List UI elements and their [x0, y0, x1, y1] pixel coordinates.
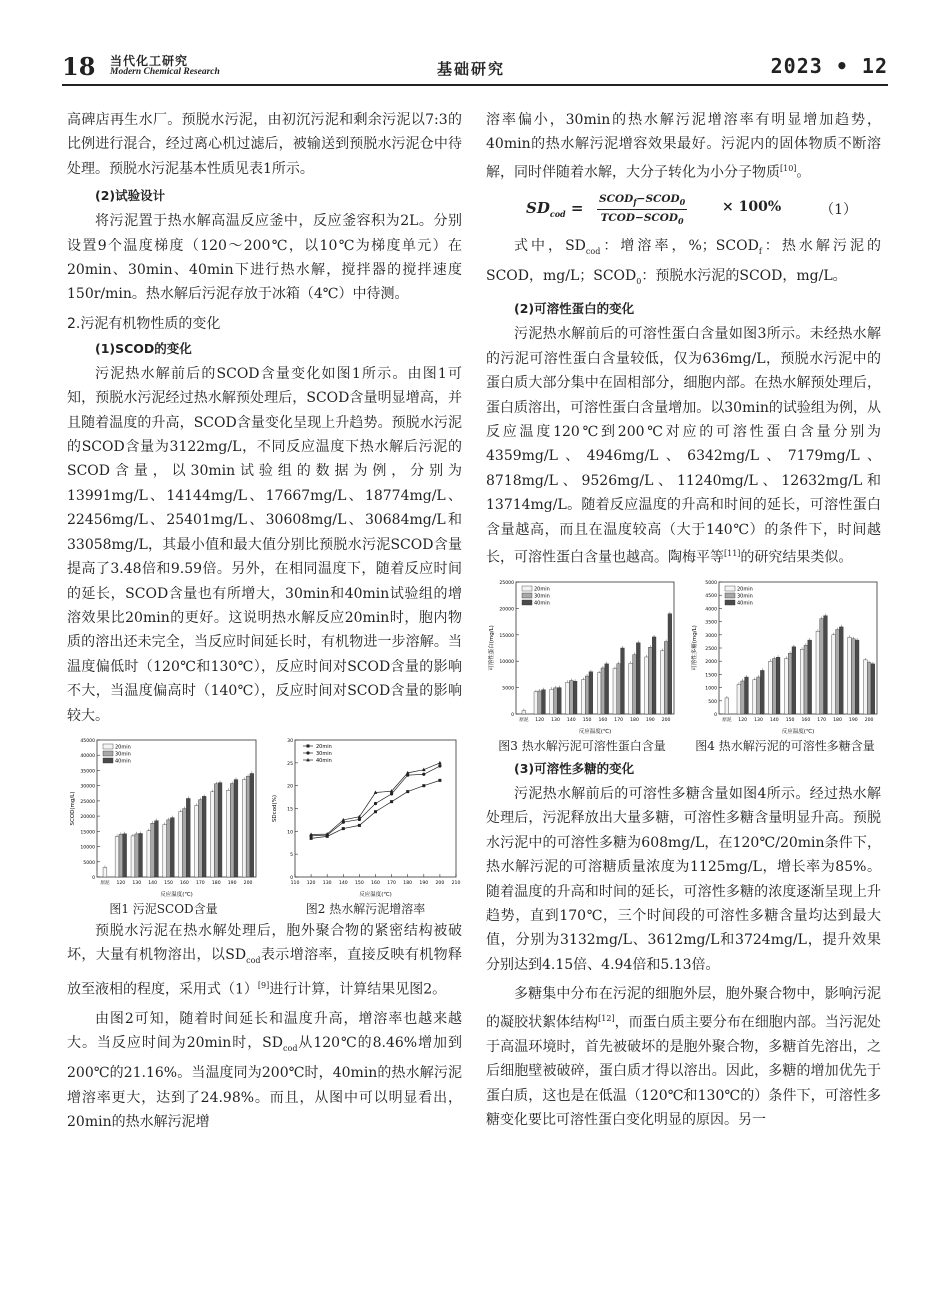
- x-tick-label: 190: [419, 880, 429, 886]
- x-tick-label: 140: [338, 880, 348, 886]
- bar: [613, 669, 617, 714]
- bar: [522, 711, 526, 714]
- bar: [151, 823, 155, 877]
- y-axis-label: 可溶性蛋白(mg/L): [489, 625, 495, 671]
- bar: [725, 698, 729, 714]
- x-tick-label: 130: [551, 718, 560, 723]
- x-tick-label: 180: [833, 718, 842, 723]
- y-tick-label: 1000: [705, 686, 717, 692]
- legend-label: 40min: [534, 600, 550, 607]
- data-point: [422, 773, 425, 776]
- bar: [757, 677, 761, 714]
- data-point: [390, 792, 393, 795]
- text-run: ：热水解污泥的SCOD，mg/L；SCOD: [486, 237, 881, 285]
- bar: [163, 825, 167, 877]
- subscript: cod: [585, 246, 601, 256]
- y-tick-label: 40000: [80, 754, 95, 760]
- bar: [871, 664, 875, 714]
- bar: [621, 648, 625, 714]
- x-tick-label: 170: [195, 880, 205, 886]
- legend-label: 30min: [737, 593, 753, 600]
- legend-marker: [306, 751, 309, 754]
- eq-multiplier: × 100%: [722, 198, 782, 215]
- x-tick-label: 140: [769, 718, 779, 723]
- text-run: 由图2可知，随着时间延长和温度升高，增溶率也越来越大。当反应时间为20min时，SD: [67, 1010, 462, 1052]
- bar: [115, 836, 119, 876]
- bar: [167, 820, 171, 877]
- x-tick-label: 210: [451, 880, 461, 886]
- data-point: [438, 764, 441, 767]
- bar: [788, 653, 792, 714]
- bar: [636, 643, 640, 714]
- equation-lhs: [526, 199, 583, 219]
- paragraph: 污泥热水解前后的可溶性多糖含量如图4所示。经过热水解处理后，污泥释放出大量多糖，可溶性多糖含量明显升高。预脱水污泥中的可溶性多糖为608mg/L，在120℃/20min条件下，热水解污泥的可溶糖质量浓度为1125mg/L，增长率为85%。随着温度的升高和时间的延长，可溶性多糖的浓度逐渐呈现上升趋势，直到170℃，三个时间段的可溶性多糖含量均达到最大值，分别为3132mg/L、3612mg/L和3724mg/L，提升效果分别达到4.15倍、4.94倍和5.13倍。: [486, 786, 881, 973]
- legend-swatch: [522, 593, 532, 598]
- series-line: [311, 766, 440, 836]
- figure-2: [269, 734, 462, 917]
- bar: [836, 630, 840, 714]
- x-tick-label: 160: [598, 718, 608, 723]
- bar: [737, 684, 741, 714]
- x-tick-label: 140: [148, 880, 158, 886]
- legend-label: 40min: [115, 758, 131, 765]
- bar: [234, 780, 238, 877]
- polysaccharide-bar-chart: [689, 576, 881, 736]
- y-tick-label: 20: [287, 784, 293, 790]
- bar: [538, 691, 542, 714]
- bar: [139, 833, 143, 877]
- subscript: cod: [246, 956, 261, 966]
- x-tick-label: 120: [535, 718, 545, 723]
- bar: [534, 692, 538, 714]
- bar: [808, 640, 812, 714]
- data-point: [406, 790, 409, 793]
- figure-caption: 图3 热水解污泥可溶性蛋白含量: [498, 739, 666, 753]
- figure-caption: 图1 污泥SCOD含量: [109, 901, 218, 916]
- text-run: ，而蛋白质主要分布在细胞内部。当污泥处于高温环境时，首先被破坏的是胞外聚合物，多糖首先溶出，之后细胞壁被破碎，蛋白质才得以溶出。因此，多糖的增加优先于蛋白质，这也是在低温（120℃和130℃的）条件下，可溶性多糖变化要比可溶性蛋白变化明显的原因。另一: [486, 1014, 881, 1128]
- x-axis-label: 反应温度(℃): [359, 891, 392, 898]
- x-tick-label: 130: [132, 880, 142, 886]
- figure-3: [486, 576, 678, 754]
- text-run: 溶率偏小，30min的热水解污泥增溶率有明显增加趋势，40min的热水解污泥增容效果最好。污泥内的固体物质不断溶解，同时伴随着水解，大分子转化为小分子物质: [486, 112, 881, 181]
- y-tick-label: 0: [511, 713, 514, 718]
- legend-swatch: [103, 758, 113, 763]
- equation-1: [486, 190, 881, 230]
- text-run: 从120℃的8.46%增加到200℃的21.16%。当温度同为200℃时，40min的热水解污泥增溶率更大，达到了24.98%。而且，从图中可以明显看出，20min的热水解污泥增: [67, 1035, 463, 1131]
- x-tick-label: 180: [211, 880, 221, 886]
- y-tick-label: 10000: [499, 660, 514, 666]
- data-point: [438, 779, 441, 782]
- bar: [605, 664, 609, 714]
- eq-equals: =: [565, 198, 584, 217]
- citation: [11]: [724, 548, 741, 558]
- bar: [668, 614, 672, 714]
- y-axis-label: SDcod(%): [272, 794, 278, 822]
- y-tick-label: 1500: [705, 673, 717, 679]
- bar: [848, 637, 852, 714]
- x-tick-label: 120: [116, 880, 126, 886]
- bar: [824, 616, 828, 714]
- bar: [195, 805, 199, 877]
- bar: [581, 680, 585, 714]
- x-tick-label: 200: [864, 718, 874, 723]
- bar: [800, 649, 804, 714]
- text-run: 的研究结果类似。: [740, 549, 853, 566]
- text-run: 表示增溶率，直接反映有机物释放至液相的程度，采用式（1）: [67, 947, 462, 998]
- y-tick-label: 0: [714, 713, 717, 718]
- paragraph: 溶率偏小，30min的热水解污泥增溶率有明显增加趋势，40min的热水解污泥增容效果最好。污泥内的固体物质不断溶解，同时伴随着水解，大分子转化为小分子物质[10]。: [486, 112, 881, 181]
- section-title: 基础研究: [437, 60, 506, 78]
- eq-symbol: SD: [526, 198, 550, 217]
- y-tick-label: 3500: [705, 620, 717, 626]
- page-header: [62, 52, 888, 86]
- eq-term: SCOD: [599, 192, 634, 205]
- bar: [660, 651, 664, 714]
- bar: [226, 790, 230, 877]
- x-tick-label: 160: [180, 880, 189, 886]
- bar: [135, 834, 139, 877]
- bar: [103, 867, 107, 877]
- legend-swatch: [725, 586, 735, 591]
- bar: [745, 677, 749, 714]
- equation-fraction: [597, 193, 687, 226]
- bar: [214, 784, 218, 877]
- bar: [218, 783, 222, 877]
- figure-caption: 图4 热水解污泥的可溶性多糖含量: [695, 739, 875, 753]
- bar: [633, 655, 637, 714]
- y-tick-label: 30000: [80, 784, 95, 790]
- text-run: 进行计算，计算结果见图2。: [269, 981, 447, 998]
- page-number: 18: [62, 52, 96, 81]
- eq-subscript: 0: [679, 196, 686, 207]
- paragraph: [67, 919, 462, 1002]
- citation: [9]: [257, 980, 270, 990]
- figure-1: [67, 734, 260, 917]
- x-axis-label: 反应温度(℃): [781, 729, 815, 735]
- paragraph: 高碑店再生水厂。预脱水污泥，由初沉污泥和剩余污泥以7:3的比例进行混合，经过离心机过滤后，被输送到预脱水污泥仓中待处理。预脱水污泥基本性质见表1所示。: [67, 112, 462, 177]
- bar: [242, 780, 246, 877]
- citation: [10]: [780, 163, 797, 173]
- legend-label: 30min: [316, 750, 332, 757]
- subscript: 0: [636, 276, 642, 286]
- bar: [131, 836, 135, 877]
- x-tick-label: 原泥: [722, 718, 732, 723]
- paragraph: [67, 1007, 462, 1135]
- x-tick-label: 180: [403, 880, 413, 886]
- data-point: [374, 810, 377, 813]
- y-tick-label: 35000: [80, 769, 95, 775]
- legend-label: 30min: [534, 593, 550, 600]
- series-line: [311, 780, 440, 838]
- bar: [820, 619, 824, 714]
- y-tick-label: 20000: [80, 815, 95, 821]
- legend-label: 40min: [737, 600, 753, 607]
- journal-title-cn: 当代化工研究: [110, 54, 189, 68]
- x-tick-label: 原泥: [519, 718, 529, 723]
- bar: [769, 661, 773, 714]
- bar: [855, 640, 859, 714]
- x-tick-label: 190: [227, 880, 237, 886]
- bar: [566, 682, 570, 714]
- x-tick-label: 120: [738, 718, 748, 723]
- issue-date: 2023 • 12: [770, 54, 888, 78]
- eq-term: −SCOD: [636, 192, 680, 205]
- x-tick-label: 190: [848, 718, 858, 723]
- x-tick-label: 200: [243, 880, 253, 886]
- subheading-protein: (2)可溶性蛋白的变化: [514, 301, 635, 317]
- eq-subscript: 0: [678, 216, 684, 227]
- bar: [557, 688, 561, 714]
- y-tick-label: 0: [92, 875, 95, 881]
- bar: [155, 821, 159, 877]
- x-axis-label: 反应温度(℃): [578, 729, 612, 735]
- legend-label: 20min: [534, 586, 550, 593]
- bar: [573, 681, 577, 714]
- bar: [629, 663, 633, 714]
- bar: [741, 681, 745, 714]
- bar: [648, 647, 652, 714]
- eq-subscript: f: [633, 196, 637, 207]
- paragraph: [486, 322, 881, 570]
- y-tick-label: 2500: [705, 647, 717, 652]
- figure-4: [689, 576, 881, 754]
- eq-subscript: cod: [549, 208, 566, 219]
- y-tick-label: 5: [290, 853, 293, 859]
- legend-swatch: [725, 600, 735, 605]
- y-tick-label: 5000: [705, 581, 717, 586]
- y-tick-label: 5000: [502, 686, 514, 692]
- x-tick-label: 150: [785, 718, 795, 723]
- data-point: [438, 761, 442, 764]
- bar: [664, 642, 668, 714]
- bar: [784, 659, 788, 714]
- bar: [569, 681, 573, 714]
- x-tick-label: 160: [371, 880, 380, 886]
- text-run: 多糖集中分布在污泥的细胞外层，胞外聚合物中，影响污泥的凝胶状絮体结构: [486, 986, 881, 1031]
- y-axis-label: 可溶性多糖(mg/L): [692, 625, 698, 671]
- x-tick-label: 150: [355, 880, 364, 886]
- figure-row-2: [486, 576, 881, 754]
- y-tick-label: 10: [287, 830, 293, 836]
- text-run: 预脱水污泥在热水解处理后，胞外聚合物的紧密结构被破坏，大量有机物溶出，以SD: [67, 922, 462, 964]
- y-tick-label: 2000: [705, 660, 717, 666]
- y-tick-label: 15: [287, 807, 293, 813]
- legend-marker: [307, 744, 310, 747]
- bar: [589, 672, 593, 714]
- legend-label: 20min: [115, 744, 131, 751]
- data-point: [422, 784, 425, 787]
- y-tick-label: 25: [287, 761, 293, 767]
- data-point: [374, 802, 377, 805]
- bar: [617, 664, 621, 714]
- text-run: 污泥热水解前后的可溶性蛋白含量如图3所示。未经热水解的污泥可溶性蛋白含量较低，仅为636mg/L，预脱水污泥中的蛋白质大部分集中在固相部分，细胞内部。在热水解预处理后，蛋白质溶出，可溶性蛋白含量增加。以30min的试验组为例，从反应温度120℃到200℃对应的可溶性蛋白含量分别为4359mg/L、4946mg/L、6342mg/L、7179mg/L、8718mg/L、9526mg/L、11240mg/L、12632mg/L和13714mg/L。随着反应温度的升高和时间的延长，可溶性蛋白含量越高，而且在温度较高（大于140℃）的条件下，时间越长，可溶性蛋白含量也越高。陶梅平等: [486, 326, 881, 566]
- paragraph: 将污泥置于热水解高温反应釜中，反应釜容积为2L。分别设置9个温度梯度（120～200℃，以10℃为梯度单元）在20min、30min、40min下进行热水解，搅拌器的搅拌速度150r/min。热水解后污泥存放于冰箱（4℃）中待测。: [67, 213, 462, 303]
- text-run: 式中，SD: [514, 237, 586, 254]
- bar: [119, 834, 123, 877]
- bar: [170, 818, 174, 877]
- legend-swatch: [522, 600, 532, 605]
- bar: [230, 784, 234, 877]
- legend-label: 40min: [316, 757, 332, 764]
- subscript: f: [758, 246, 762, 256]
- bar: [585, 676, 589, 714]
- y-tick-label: 3000: [705, 633, 717, 639]
- y-tick-label: 25000: [80, 799, 95, 805]
- eq-term: TCOD−SCOD: [600, 211, 679, 224]
- x-tick-label: 140: [566, 718, 576, 723]
- paragraph: 污泥热水解前后的SCOD含量变化如图1所示。由图1可知，预脱水污泥经过热水解预处理后，SCOD含量明显增高，并且随着温度的升高，SCOD含量变化呈现上升趋势。预脱水污泥的SCOD含量为3122mg/L，不同反应温度下热水解后污泥的SCOD含量，以30min试验组的数据为例，分别为13991mg/L、14144mg/L、17667mg/L、18774mg/L、22456mg/L、25401mg/L、30608mg/L、30684mg/L和33058mg/L，其最小值和最大值分别比预脱水污泥SCOD含量提高了3.48倍和9.59倍。另外，在相同温度下，随着反应时间的延长，SCOD含量也有所增大，30min和40min试验组的增溶效果比20min的更好。这说明热水解反应20min时，胞内物质的溶出还未完全，当反应时间延长时，有机物进一步溶解。当温度偏低时（120℃和130℃），反应时间对SCOD含量的影响不大，当温度偏高时（140℃），反应时间对SCOD含量的影响较大。: [67, 365, 462, 724]
- legend-swatch: [103, 744, 113, 749]
- bar: [863, 660, 867, 714]
- figure-caption: 图2 热水解污泥增溶率: [305, 901, 426, 916]
- y-tick-label: 30: [287, 738, 293, 744]
- bar: [147, 831, 151, 877]
- subheading-design: (2)试验设计: [95, 188, 166, 204]
- legend-label: 20min: [737, 586, 753, 593]
- y-tick-label: 4000: [705, 607, 717, 613]
- bar: [851, 639, 855, 714]
- section-heading: 2.污泥有机物性质的变化: [67, 315, 221, 332]
- bar: [792, 647, 796, 714]
- legend-swatch: [725, 593, 735, 598]
- x-tick-label: 130: [754, 718, 763, 723]
- y-tick-label: 0: [290, 875, 293, 881]
- x-tick-label: 150: [164, 880, 173, 886]
- data-point: [342, 827, 345, 830]
- paragraph: [486, 982, 881, 1132]
- equation-number: （1）: [820, 201, 857, 218]
- bar: [550, 689, 554, 714]
- legend-label: 20min: [316, 743, 332, 750]
- bar: [202, 796, 206, 877]
- bar: [597, 673, 601, 714]
- bar: [198, 800, 202, 877]
- y-tick-label: 500: [708, 699, 717, 705]
- legend-label: 30min: [115, 751, 131, 758]
- subheading-polysaccharide: (3)可溶性多糖的变化: [514, 761, 635, 776]
- x-tick-label: 120: [306, 880, 316, 886]
- legend-swatch: [103, 751, 113, 756]
- series-line: [311, 763, 440, 835]
- journal-title-en: Modern Chemical Research: [110, 67, 220, 77]
- x-tick-label: 200: [661, 718, 671, 723]
- right-column: [486, 108, 881, 1137]
- bar: [601, 668, 605, 714]
- y-tick-label: 45000: [80, 738, 95, 744]
- x-tick-label: 170: [614, 718, 624, 723]
- scod-bar-chart: [67, 734, 260, 899]
- bar: [211, 792, 215, 877]
- bar: [554, 688, 558, 714]
- bar: [179, 811, 183, 876]
- text-run: ：增溶率，%；SCOD: [600, 237, 759, 254]
- data-point: [358, 818, 361, 821]
- bar: [183, 809, 187, 877]
- solubilization-line-chart: [269, 734, 462, 899]
- y-tick-label: 5000: [83, 860, 95, 866]
- data-point: [358, 824, 361, 827]
- x-tick-label: 180: [630, 718, 639, 723]
- y-tick-label: 20000: [499, 607, 514, 613]
- bar: [542, 690, 546, 714]
- bar: [804, 645, 808, 714]
- left-column: [67, 108, 462, 1139]
- y-axis-label: SCOD(mg/L): [70, 791, 76, 826]
- bar: [816, 631, 820, 714]
- text-run: ：预脱水污泥的SCOD，mg/L。: [641, 268, 847, 285]
- x-tick-label: 200: [435, 880, 445, 886]
- x-tick-label: 原泥: [100, 880, 110, 886]
- bar: [760, 670, 764, 714]
- x-tick-label: 150: [582, 718, 592, 723]
- bar: [753, 680, 757, 714]
- citation: [12]: [598, 1013, 615, 1023]
- eq-denominator: [597, 210, 687, 226]
- protein-bar-chart: [486, 576, 678, 736]
- x-tick-label: 110: [290, 880, 300, 886]
- figure-row-1: [67, 734, 462, 917]
- bar: [867, 663, 871, 714]
- eq-numerator: [597, 193, 687, 210]
- x-tick-label: 130: [322, 880, 332, 886]
- bar: [832, 635, 836, 714]
- x-tick-label: 170: [387, 880, 396, 886]
- y-tick-label: 4500: [705, 594, 717, 600]
- subheading-scod: (1)SCOD的变化: [95, 340, 192, 356]
- bar: [123, 834, 127, 877]
- y-tick-label: 15000: [80, 830, 95, 836]
- bar: [186, 798, 190, 877]
- y-tick-label: 15000: [499, 633, 514, 639]
- y-tick-label: 25000: [499, 581, 514, 586]
- y-tick-label: 10000: [80, 845, 95, 851]
- bar: [776, 657, 780, 714]
- x-tick-label: 190: [645, 718, 655, 723]
- subscript: cod: [283, 1043, 298, 1053]
- bar: [839, 627, 843, 714]
- paragraph: [486, 234, 881, 294]
- data-point: [390, 800, 393, 803]
- x-tick-label: 170: [817, 718, 827, 723]
- bar: [250, 773, 254, 877]
- x-axis-label: 反应温度(℃): [160, 891, 193, 898]
- x-tick-label: 160: [801, 718, 811, 723]
- bar: [645, 657, 649, 714]
- bar: [246, 776, 250, 877]
- bar: [772, 659, 776, 714]
- bar: [652, 637, 656, 714]
- legend-swatch: [522, 586, 532, 591]
